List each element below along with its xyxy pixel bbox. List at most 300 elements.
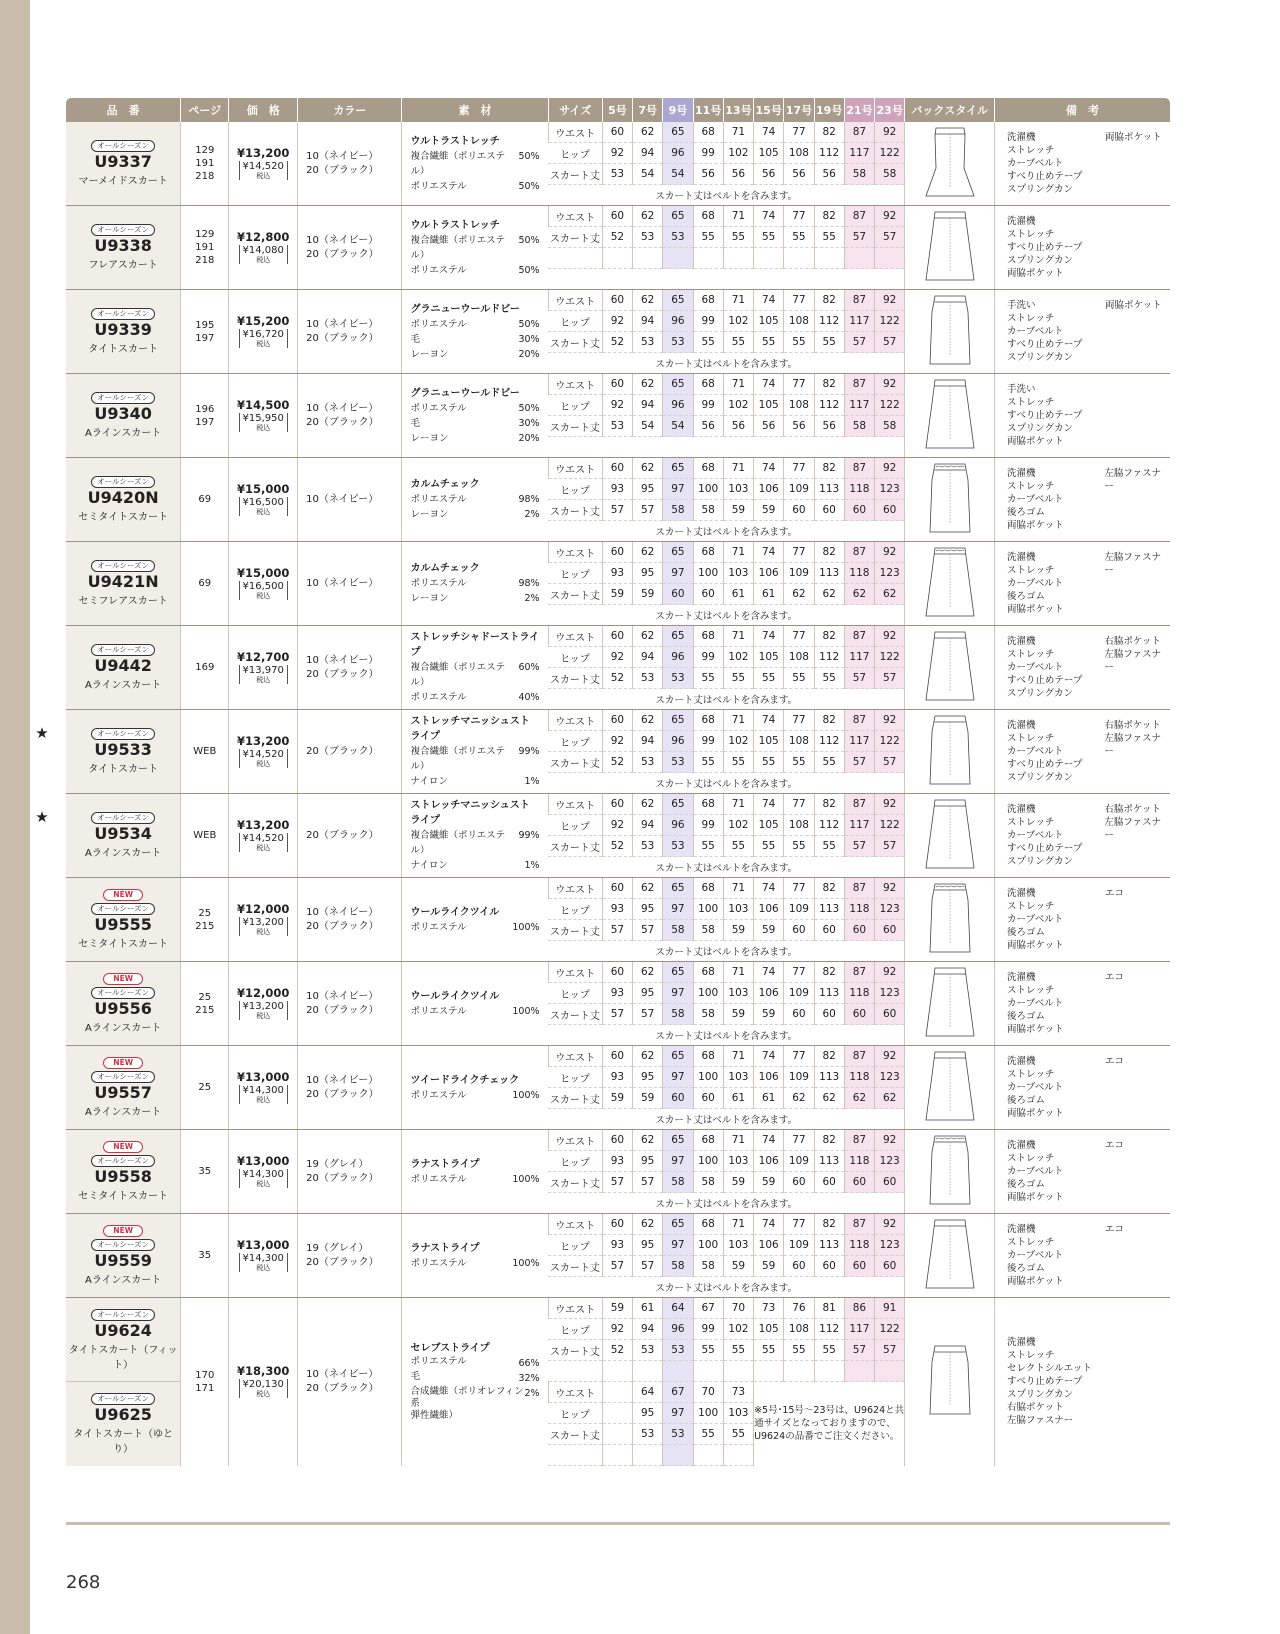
note-item: カーブベルト (1007, 1082, 1064, 1093)
all-season-badge: オールシーズン (91, 476, 155, 488)
skirt-back-illustration (920, 460, 980, 536)
note-item: ストレッチ (1007, 565, 1055, 576)
size-value: 77 (784, 542, 814, 563)
header-back-style: バックスタイル (905, 98, 995, 122)
size-value: 58 (693, 1172, 723, 1193)
size-value: 56 (693, 416, 723, 437)
note-item: 洗濯機 (1007, 1140, 1036, 1151)
size-value: 57 (633, 920, 663, 941)
size-value: 94 (633, 1319, 663, 1340)
measure-label: ヒップ (548, 1235, 602, 1256)
price-main: ¥13,200 (237, 818, 290, 832)
color-option: 20（ブラック） (306, 248, 379, 260)
size-value (633, 1361, 663, 1382)
note-item: 洗濯機 (1007, 132, 1036, 143)
price-cell (229, 962, 298, 1046)
size-value: 92 (602, 647, 632, 668)
note-item: カーブベルト (1007, 326, 1064, 337)
notes-features (1007, 803, 1104, 868)
price-tax-value: ¥13,200 (242, 917, 284, 928)
page-ref: WEB (193, 830, 217, 841)
fiber-percent: 100% (512, 1005, 540, 1017)
header-11: 11号 (693, 98, 723, 122)
size-value: 53 (663, 1340, 693, 1361)
size-value: 87 (844, 1214, 874, 1235)
notes-cell (995, 290, 1170, 374)
product-name: Aラインスカート (85, 1023, 162, 1034)
skirt-back-illustration (920, 1048, 980, 1124)
price-cell (229, 374, 298, 458)
material-composition (410, 774, 539, 789)
material-composition (410, 744, 539, 774)
material-composition (410, 920, 539, 935)
measure-label (548, 1361, 602, 1382)
size-value: 62 (633, 122, 663, 143)
price-main: ¥13,000 (237, 1238, 290, 1252)
size-value: 60 (663, 1088, 693, 1109)
size-value: 65 (663, 626, 693, 647)
size-value: 53 (663, 227, 693, 248)
note-item: 左脇ファスナー (1007, 1415, 1074, 1427)
size-value: 60 (602, 1046, 632, 1067)
size-value: 77 (784, 206, 814, 227)
size-value: 77 (784, 122, 814, 143)
size-value: 71 (723, 794, 753, 815)
color-cell (298, 290, 402, 374)
material-cell (402, 1298, 548, 1466)
size-value: 60 (693, 584, 723, 605)
size-value: 95 (633, 983, 663, 1004)
size-value: 109 (784, 1067, 814, 1088)
size-value: 55 (784, 332, 814, 353)
size-value: 95 (633, 1403, 663, 1424)
size-value: 100 (693, 1067, 723, 1088)
size-value: 65 (663, 374, 693, 395)
size-value: 65 (663, 794, 693, 815)
price-with-tax (239, 245, 288, 264)
material-composition (410, 233, 539, 263)
size-value: 62 (844, 1088, 874, 1109)
product-row (66, 458, 1170, 479)
note-item: 後ろゴム (1007, 1011, 1046, 1022)
size-value: 55 (814, 752, 844, 773)
size-value: 112 (814, 1319, 844, 1340)
measure-label: ヒップ (548, 395, 602, 416)
fiber-name: 複合繊維（ポリエステル） (410, 662, 506, 688)
size-value: 95 (633, 1151, 663, 1172)
measure-label: ウエスト (548, 374, 602, 395)
price-tax-value: ¥16,720 (242, 329, 284, 340)
size-value (754, 1361, 784, 1382)
material-composition (410, 149, 539, 179)
size-value: 62 (633, 458, 663, 479)
size-value: 57 (844, 1340, 874, 1361)
notes-cell (995, 542, 1170, 626)
notes-wrap (1007, 467, 1170, 532)
back-style-cell (905, 290, 995, 374)
price-with-tax (239, 413, 288, 432)
tax-included-label: 税込 (256, 340, 271, 348)
color-option: 20（ブラック） (306, 416, 379, 428)
fiber-name: ナイロン (410, 860, 448, 871)
size-value: 55 (693, 836, 723, 857)
star-mark: ★ (35, 808, 49, 826)
size-value: 82 (814, 878, 844, 899)
size-value: 71 (723, 626, 753, 647)
tax-included-label: 税込 (256, 760, 271, 768)
size-value: 58 (844, 416, 874, 437)
size-value: 62 (633, 290, 663, 311)
size-value: 57 (633, 1004, 663, 1025)
fiber-name: ポリエステル (410, 1005, 467, 1017)
size-value: 53 (633, 836, 663, 857)
color-option: 20（ブラック） (306, 1088, 379, 1100)
size-value (633, 248, 663, 269)
catalog-pages (181, 1298, 229, 1466)
size-value: 103 (723, 563, 753, 584)
skirt-back-illustration (920, 1342, 980, 1418)
price-main: ¥14,500 (237, 398, 290, 412)
product-name: セミタイトスカート (78, 1191, 168, 1202)
size-value: 65 (663, 458, 693, 479)
size-value: 112 (814, 311, 844, 332)
size-value: 52 (602, 332, 632, 353)
fiber-name: レーヨン (410, 348, 449, 360)
size-value: 86 (844, 1298, 874, 1319)
size-value: 82 (814, 626, 844, 647)
back-style-cell (905, 1298, 995, 1466)
size-value: 113 (814, 899, 844, 920)
color-cell (298, 122, 402, 206)
skirt-back-illustration (920, 292, 980, 368)
note-item: 後ろゴム (1007, 1179, 1046, 1190)
product-code-cell (66, 206, 181, 290)
size-value: 113 (814, 1151, 844, 1172)
tax-included-label: 税込 (256, 1096, 271, 1104)
notes-features (1007, 467, 1104, 532)
note-item: カーブベルト (1007, 998, 1064, 1009)
size-value: 52 (602, 836, 632, 857)
size-value: 77 (784, 374, 814, 395)
note-item: すべり止めテープ (1007, 759, 1083, 770)
size-value: 60 (602, 1214, 632, 1235)
size-value: 113 (814, 479, 844, 500)
size-value: 53 (633, 227, 663, 248)
note-item: ストレッチ (1007, 397, 1055, 408)
note-item: 洗濯機 (1007, 1224, 1036, 1235)
price-with-tax (239, 833, 288, 852)
size-value: 57 (602, 920, 632, 941)
material-cell (402, 962, 548, 1046)
size-value: 53 (663, 668, 693, 689)
note-item: 右脇ポケット (1104, 636, 1161, 647)
notes-features (1007, 1223, 1105, 1288)
size-value: 55 (723, 752, 753, 773)
size-value: 58 (663, 1004, 693, 1025)
page-ref: 129 (195, 229, 215, 240)
size-value: 54 (633, 164, 663, 185)
material-name: グラニューウールドビー (410, 303, 520, 315)
color-cell (298, 458, 402, 542)
color-cell (298, 1214, 402, 1298)
measure-label: ヒップ (548, 311, 602, 332)
note-item: 洗濯機 (1007, 636, 1036, 647)
material-composition (410, 401, 539, 416)
all-season-badge: オールシーズン (91, 903, 155, 915)
size-value: 82 (814, 290, 844, 311)
size-value: 77 (784, 290, 814, 311)
side-stripe (0, 0, 30, 1634)
size-value: 92 (875, 206, 905, 227)
note-item: 洗濯機 (1007, 972, 1036, 983)
note-item: スプリングカン (1007, 255, 1073, 266)
size-value: 58 (663, 920, 693, 941)
size-value: 87 (844, 290, 874, 311)
product-code: U9420N (87, 488, 159, 507)
size-value: 60 (844, 920, 874, 941)
size-value: 58 (844, 164, 874, 185)
measure-label: スカート丈 (548, 920, 602, 941)
size-value: 57 (602, 1004, 632, 1025)
size-value (814, 248, 844, 269)
size-value: 95 (633, 479, 663, 500)
size-value: 59 (723, 920, 753, 941)
product-code-cell (66, 1382, 181, 1466)
size-value: 55 (723, 227, 753, 248)
measure-label: スカート丈 (548, 1172, 602, 1193)
size-value: 55 (754, 332, 784, 353)
size-value: 65 (663, 122, 693, 143)
size-value: 74 (754, 962, 784, 983)
color-option: 20（ブラック） (306, 1004, 379, 1016)
price-with-tax (239, 161, 288, 180)
price-with-tax (239, 329, 288, 348)
note-item: 手洗い (1007, 300, 1036, 311)
size-value: 60 (875, 1256, 905, 1277)
size-value: 65 (663, 1046, 693, 1067)
size-value: 60 (663, 584, 693, 605)
measure-label: ウエスト (548, 626, 602, 647)
size-value: 58 (693, 1004, 723, 1025)
measure-label: スカート丈 (548, 500, 602, 521)
size-value: 94 (633, 647, 663, 668)
back-style-cell (905, 1214, 995, 1298)
size-value: 57 (602, 500, 632, 521)
fiber-percent: 50% (518, 318, 540, 330)
size-value: 56 (754, 416, 784, 437)
product-code-cell (35, 794, 181, 878)
product-code-cell (66, 1214, 181, 1298)
measure-label: スカート丈 (548, 332, 602, 353)
price-main: ¥13,200 (237, 146, 290, 160)
note-item: 左脇ファスナー (1104, 649, 1161, 673)
size-value: 96 (663, 311, 693, 332)
size-value: 53 (633, 1424, 663, 1445)
product-code-cell (66, 542, 181, 626)
note-item: 両脇ポケット (1007, 520, 1064, 531)
price-with-tax (239, 665, 288, 684)
fiber-name: ポリエステル (410, 1089, 467, 1101)
product-name: Aラインスカート (85, 1275, 162, 1286)
size-value: 74 (754, 122, 784, 143)
notes-features (1007, 719, 1104, 784)
color-option: 20（ブラック） (306, 1382, 379, 1394)
notes-features (1007, 131, 1105, 196)
note-item: 右脇ポケット (1007, 1402, 1064, 1414)
material-composition (410, 1356, 539, 1371)
catalog-pages (181, 290, 229, 374)
measure-label: ウエスト (548, 962, 602, 983)
size-value: 61 (723, 584, 753, 605)
size-value: 102 (723, 143, 753, 164)
new-badge: NEW (103, 1141, 143, 1153)
header-23: 23号 (875, 98, 905, 122)
size-value: 81 (814, 1298, 844, 1319)
color-option: 20（ブラック） (306, 668, 379, 680)
fiber-name: レーヨン (410, 593, 449, 604)
size-value: 55 (693, 227, 723, 248)
note-item: 両脇ポケット (1007, 1108, 1064, 1119)
size-value: 68 (693, 962, 723, 983)
product-name: タイトスカート（ゆとり） (73, 1428, 173, 1455)
size-value: 123 (875, 563, 905, 584)
product-code: U9442 (94, 656, 152, 675)
material-composition (410, 690, 539, 705)
notes-wrap (1007, 383, 1170, 448)
size-value: 93 (602, 899, 632, 920)
price-main: ¥13,000 (237, 1154, 290, 1168)
size-value: 92 (875, 1130, 905, 1151)
size-value: 74 (754, 374, 784, 395)
size-value: 57 (875, 227, 905, 248)
color-option: 10（ネイビー） (306, 577, 379, 589)
price-cell (229, 1214, 298, 1298)
skirt-back-illustration (920, 796, 980, 872)
fiber-percent: 1% (524, 860, 540, 871)
product-name: Aラインスカート (85, 1107, 162, 1118)
size-value: 54 (633, 416, 663, 437)
product-code: U9557 (94, 1083, 152, 1102)
note-item: 後ろゴム (1007, 507, 1046, 518)
price-tax-value: ¥14,300 (242, 1169, 284, 1180)
material-composition (410, 1386, 539, 1422)
notes-extra (1105, 1055, 1124, 1120)
catalog-pages (181, 710, 229, 794)
notes-cell (995, 710, 1170, 794)
fiber-percent: 20% (518, 432, 540, 444)
size-value: 122 (875, 1319, 905, 1340)
material-name: カルムチェック (410, 479, 480, 490)
size-value: 109 (784, 1235, 814, 1256)
note-item: ストレッチ (1007, 313, 1055, 324)
page-ref: 169 (195, 662, 215, 673)
size-value: 87 (844, 962, 874, 983)
measure-label: ウエスト (548, 794, 602, 815)
size-value: 71 (723, 1214, 753, 1235)
size-value: 62 (784, 584, 814, 605)
notes-extra (1104, 551, 1170, 616)
material-name: カルムチェック (410, 563, 480, 574)
measure-label: スカート丈 (548, 668, 602, 689)
size-value: 103 (723, 1403, 753, 1424)
size-value: 117 (844, 395, 874, 416)
size-value: 100 (693, 899, 723, 920)
size-value: 62 (633, 1046, 663, 1067)
note-item: ストレッチ (1007, 733, 1055, 744)
product-name: マーメイドスカート (78, 176, 168, 187)
size-value: 92 (875, 542, 905, 563)
product-code: U9555 (94, 915, 152, 934)
notes-features (1007, 971, 1105, 1036)
measure-label: スカート丈 (548, 1088, 602, 1109)
price-cell (229, 206, 298, 290)
size-value: 94 (633, 311, 663, 332)
material-cell (402, 1130, 548, 1214)
notes-extra (1105, 1223, 1124, 1288)
size-value: 60 (875, 920, 905, 941)
new-badge: NEW (103, 973, 143, 985)
fiber-percent: 32% (518, 1373, 540, 1385)
material-composition (410, 347, 539, 362)
size-value: 102 (723, 395, 753, 416)
size-value: 106 (754, 983, 784, 1004)
belt-note: スカート丈はベルトを含みます。 (548, 1025, 905, 1046)
price-cell (229, 794, 298, 878)
product-code-cell (66, 1130, 181, 1214)
size-value (602, 248, 632, 269)
size-value: 103 (723, 1151, 753, 1172)
size-value: 113 (814, 1067, 844, 1088)
page-ref: 215 (195, 920, 215, 932)
material-cell (402, 458, 548, 542)
catalog-pages (181, 878, 229, 962)
size-value: 117 (844, 1319, 874, 1340)
catalog-pages (181, 122, 229, 206)
price-main: ¥15,000 (237, 482, 290, 496)
size-value: 61 (633, 1298, 663, 1319)
product-code-cell (35, 710, 181, 794)
note-item: ストレッチ (1007, 1237, 1055, 1248)
size-value: 123 (875, 983, 905, 1004)
size-value: 87 (844, 878, 874, 899)
size-value: 62 (633, 542, 663, 563)
size-value: 61 (754, 584, 784, 605)
color-option: 20（ブラック） (306, 1172, 379, 1184)
size-value: 56 (723, 164, 753, 185)
size-value: 68 (693, 374, 723, 395)
size-value: 60 (814, 920, 844, 941)
size-value: 68 (693, 458, 723, 479)
size-value: 65 (663, 962, 693, 983)
size-value: 55 (784, 752, 814, 773)
note-item: エコ (1105, 1224, 1125, 1235)
material-composition (410, 576, 539, 591)
product-code: U9624 (94, 1320, 152, 1340)
price-main: ¥12,000 (237, 902, 290, 916)
size-value: 82 (814, 458, 844, 479)
size-value: 68 (693, 1214, 723, 1235)
size-value: 96 (663, 815, 693, 836)
size-value: 53 (663, 332, 693, 353)
belt-note: スカート丈はベルトを含みます。 (548, 521, 905, 542)
size-value: 55 (754, 1340, 784, 1361)
tax-included-label: 税込 (256, 256, 271, 264)
notes-features (1007, 383, 1105, 448)
size-value (602, 1361, 632, 1382)
size-value: 65 (663, 206, 693, 227)
size-value: 54 (663, 164, 693, 185)
header-13: 13号 (723, 98, 753, 122)
